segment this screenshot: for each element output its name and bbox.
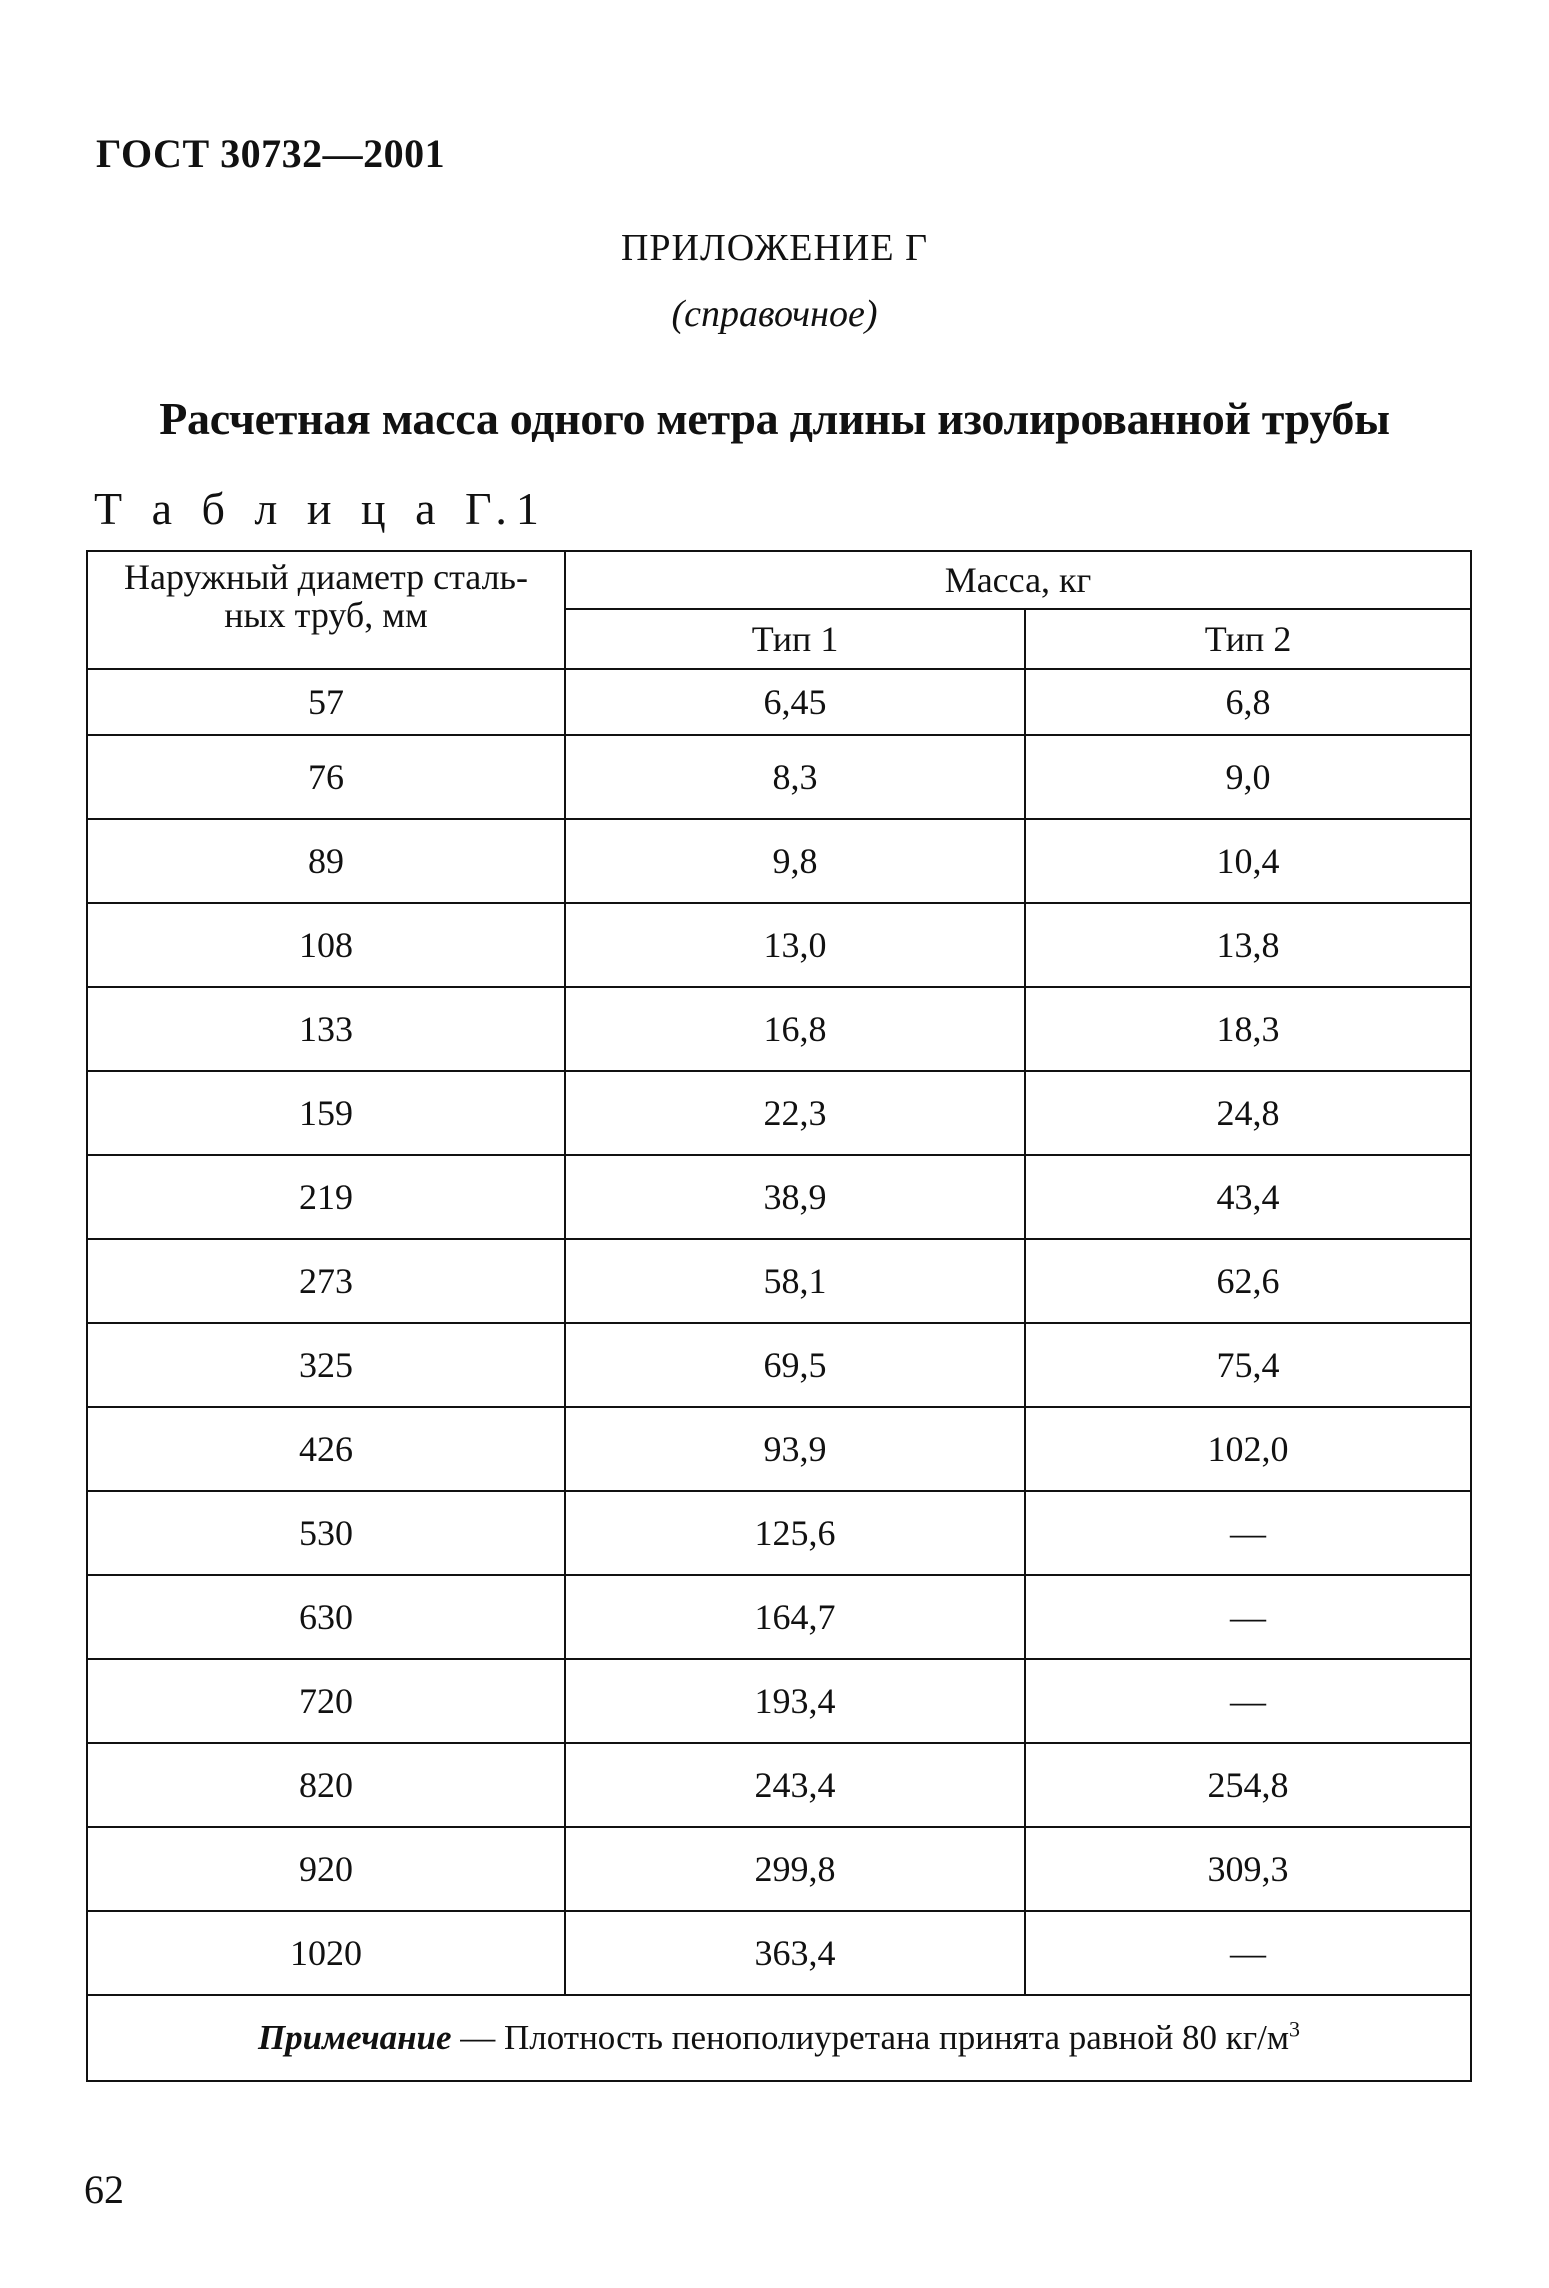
cell-type1: 363,4 <box>565 1911 1025 1995</box>
appendix-subtitle: (справочное) <box>671 293 878 335</box>
cell-diameter: 530 <box>87 1491 565 1575</box>
header-mass: Масса, кг <box>565 551 1471 609</box>
table-note-row <box>87 1995 1471 2081</box>
table-caption: Т а б л и ц а Г.1 <box>94 483 548 534</box>
cell-type1: 243,4 <box>565 1743 1025 1827</box>
table-note <box>87 1995 1471 2081</box>
cell-diameter: 108 <box>87 903 565 987</box>
cell-diameter: 219 <box>87 1155 565 1239</box>
appendix-title: ПРИЛОЖЕНИЕ Г <box>620 227 929 269</box>
table-row <box>87 1743 1471 1827</box>
cell-type2: 10,4 <box>1025 819 1471 903</box>
cell-type1: 8,3 <box>565 735 1025 819</box>
table-row <box>87 1911 1471 1995</box>
cell-type2: 309,3 <box>1025 1827 1471 1911</box>
header-diameter-line1: Наружный диаметр сталь- <box>124 557 528 597</box>
table-row <box>87 1155 1471 1239</box>
table-row <box>87 735 1471 819</box>
header-type1: Тип 1 <box>565 609 1025 669</box>
cell-type2: 75,4 <box>1025 1323 1471 1407</box>
cell-type1: 299,8 <box>565 1827 1025 1911</box>
cell-type1: 16,8 <box>565 987 1025 1071</box>
document-standard-header: ГОСТ 30732—2001 <box>96 131 446 176</box>
cell-diameter: 630 <box>87 1575 565 1659</box>
cell-type2: 18,3 <box>1025 987 1471 1071</box>
cell-type1: 9,8 <box>565 819 1025 903</box>
cell-diameter: 1020 <box>87 1911 565 1995</box>
page-heading: Расчетная масса одного метра длины изолированной трубы <box>159 393 1390 444</box>
table-header-row <box>87 551 1471 609</box>
note-text: — Плотность пенополиуретана принята равной 80 кг/м <box>451 2018 1290 2057</box>
cell-type1: 69,5 <box>565 1323 1025 1407</box>
note-superscript: 3 <box>1289 2016 1301 2042</box>
cell-type1: 125,6 <box>565 1491 1025 1575</box>
table-row <box>87 1407 1471 1491</box>
cell-type2: 102,0 <box>1025 1407 1471 1491</box>
mass-table-container <box>86 550 1470 2082</box>
cell-type2: 9,0 <box>1025 735 1471 819</box>
cell-diameter: 325 <box>87 1323 565 1407</box>
table-row <box>87 1575 1471 1659</box>
cell-type1: 58,1 <box>565 1239 1025 1323</box>
table-row <box>87 669 1471 735</box>
cell-diameter: 920 <box>87 1827 565 1911</box>
cell-type2: 13,8 <box>1025 903 1471 987</box>
cell-type1: 164,7 <box>565 1575 1025 1659</box>
table-body <box>87 669 1471 1995</box>
table-row <box>87 819 1471 903</box>
header-diameter-line2: ных труб, мм <box>224 595 428 635</box>
cell-type1: 38,9 <box>565 1155 1025 1239</box>
cell-diameter: 76 <box>87 735 565 819</box>
table-row <box>87 1491 1471 1575</box>
cell-type2: — <box>1025 1491 1471 1575</box>
header-type2: Тип 2 <box>1025 609 1471 669</box>
cell-type1: 6,45 <box>565 669 1025 735</box>
table-row <box>87 1827 1471 1911</box>
cell-diameter: 820 <box>87 1743 565 1827</box>
cell-type2: 254,8 <box>1025 1743 1471 1827</box>
cell-type1: 193,4 <box>565 1659 1025 1743</box>
page-number: 62 <box>84 2167 124 2212</box>
cell-diameter: 273 <box>87 1239 565 1323</box>
cell-type2: — <box>1025 1659 1471 1743</box>
table-row <box>87 1659 1471 1743</box>
cell-type1: 22,3 <box>565 1071 1025 1155</box>
cell-diameter: 720 <box>87 1659 565 1743</box>
cell-type1: 93,9 <box>565 1407 1025 1491</box>
cell-diameter: 159 <box>87 1071 565 1155</box>
cell-type2: 24,8 <box>1025 1071 1471 1155</box>
cell-type1: 13,0 <box>565 903 1025 987</box>
cell-type2: — <box>1025 1911 1471 1995</box>
cell-diameter: 89 <box>87 819 565 903</box>
header-diameter <box>87 551 565 669</box>
cell-type2: 43,4 <box>1025 1155 1471 1239</box>
cell-diameter: 57 <box>87 669 565 735</box>
note-label: Примечание <box>257 2018 452 2057</box>
table-row <box>87 1071 1471 1155</box>
cell-type2: 6,8 <box>1025 669 1471 735</box>
cell-type2: — <box>1025 1575 1471 1659</box>
cell-diameter: 426 <box>87 1407 565 1491</box>
table-row <box>87 1323 1471 1407</box>
cell-diameter: 133 <box>87 987 565 1071</box>
cell-type2: 62,6 <box>1025 1239 1471 1323</box>
table-row <box>87 1239 1471 1323</box>
table-row <box>87 903 1471 987</box>
table-row <box>87 987 1471 1071</box>
mass-table <box>86 550 1472 2082</box>
